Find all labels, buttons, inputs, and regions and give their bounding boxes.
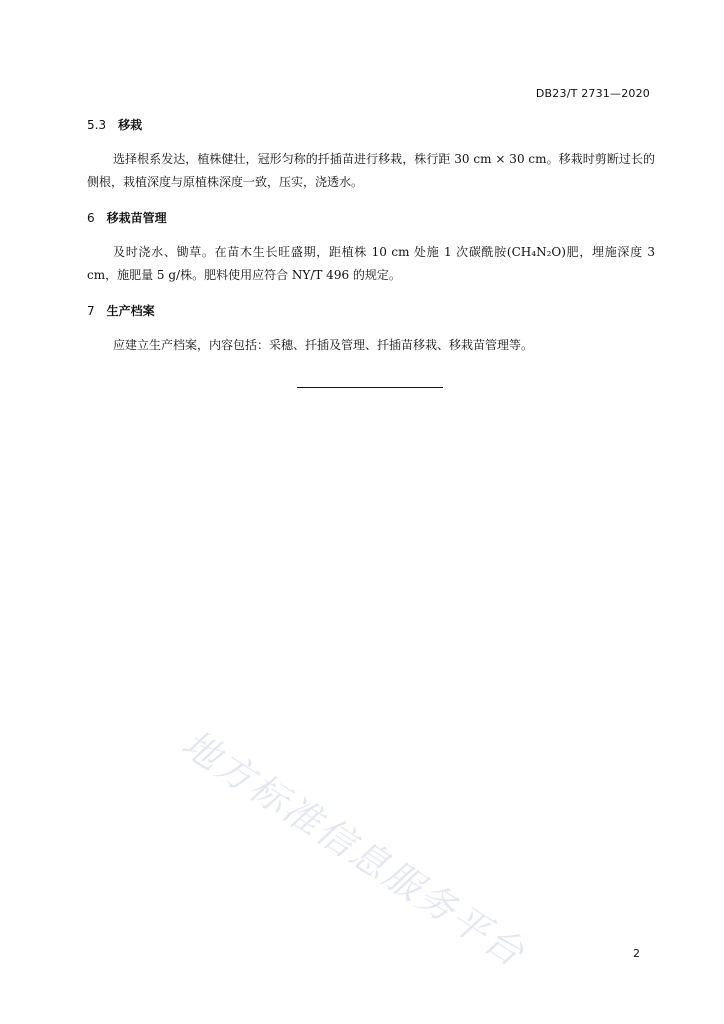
page-number: 2 <box>633 947 640 960</box>
section-title: 生产档案 <box>106 304 155 318</box>
section-title: 移栽苗管理 <box>106 211 167 225</box>
section-heading-6 <box>87 209 167 226</box>
section-number: 5.3 <box>87 118 107 132</box>
end-rule <box>297 387 443 388</box>
section-number: 7 <box>87 304 95 318</box>
document-code: DB23/T 2731—2020 <box>535 87 650 100</box>
section-paragraph-6: 及时浇水、锄草。在苗木生长旺盛期，距植株 10 cm 处施 1 次碳酰胺(CH₄N₂O)肥，埋施深度 3 cm，施肥量 5 g/株。肥料使用应符合 NY/T 496 的规定。 <box>87 245 655 282</box>
section-paragraph-5-3: 选择根系发达，植株健壮，冠形匀称的扦插苗进行移栽，株行距 30 cm × 30 cm。移栽时剪断过长的侧根，栽植深度与原植株深度一致，压实，浇透水。 <box>87 152 655 189</box>
watermark: 地方标准信息服务平台 <box>174 721 534 976</box>
section-heading-7 <box>87 302 155 319</box>
section-title: 移栽 <box>118 118 143 132</box>
section-heading-5-3 <box>87 116 142 133</box>
section-number: 6 <box>87 211 95 225</box>
section-paragraph-7: 应建立生产档案，内容包括：采穗、扦插及管理、扦插苗移栽、移栽苗管理等。 <box>113 338 534 352</box>
